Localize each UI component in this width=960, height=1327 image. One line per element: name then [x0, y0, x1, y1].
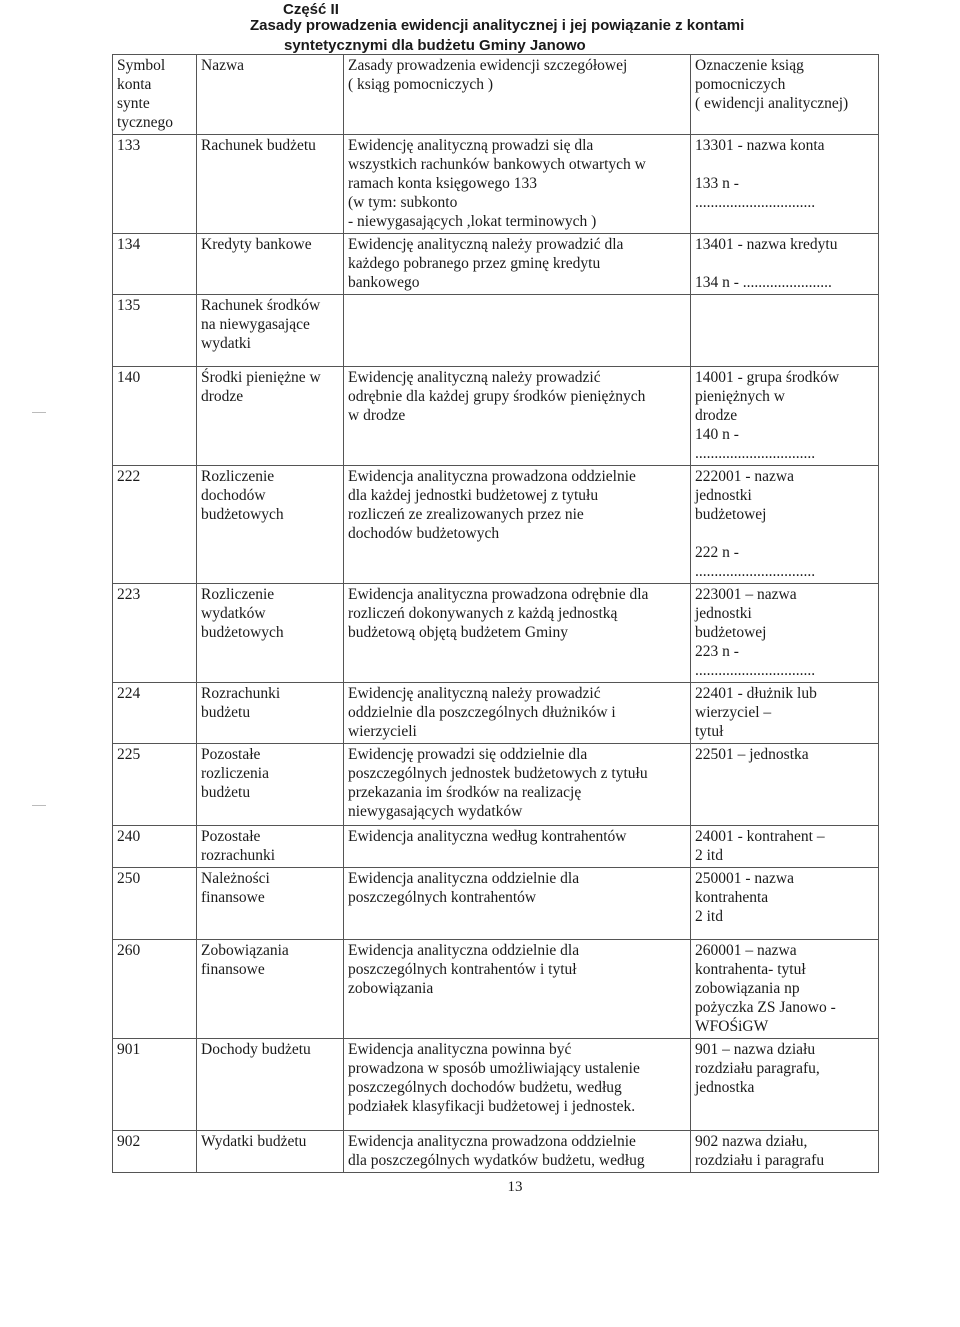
cell-name: Kredyty bankowe [197, 234, 344, 295]
table-row [113, 295, 879, 367]
cell-name: Pozostałe rozliczenia budżetu [197, 744, 344, 826]
cell-symbol: 901 [113, 1039, 197, 1131]
cell-books [691, 295, 879, 367]
cell-rules: Ewidencja analityczna prowadzona oddzielnie dla poszczególnych wydatków budżetu, według [344, 1131, 691, 1173]
cell-rules: Ewidencja analityczna oddzielnie dla poszczególnych kontrahentów i tytuł zobowiązania [344, 940, 691, 1039]
table-row [113, 826, 879, 868]
column-header-books: Oznaczenie ksiąg pomocniczych ( ewidencji analitycznej) [691, 55, 879, 135]
cell-name: Rozliczenie dochodów budżetowych [197, 466, 344, 584]
cell-books: 902 nazwa działu, rozdziału i paragrafu [691, 1131, 879, 1173]
cell-rules: Ewidencję prowadzi się oddzielnie dla poszczególnych jednostek budżetowych z tytułu przekazania im środków na realizację niewygasających wydatków [344, 744, 691, 826]
margin-mark [32, 805, 46, 806]
cell-symbol: 223 [113, 584, 197, 683]
cell-books: 22401 - dłużnik lub wierzyciel – tytuł [691, 683, 879, 744]
table-row [113, 1131, 879, 1173]
cell-rules: Ewidencję analityczną prowadzi się dla wszystkich rachunków bankowych otwartych w ramach konta księgowego 133 (w tym: subkonto - niewygasających ,lokat terminowych ) [344, 135, 691, 234]
analytical-records-table [112, 54, 879, 1173]
cell-rules: Ewidencję analityczną należy prowadzić oddzielnie dla poszczególnych dłużników i wierzycieli [344, 683, 691, 744]
cell-rules: Ewidencję analityczną należy prowadzić dla każdego pobranego przez gminę kredytu bankowego [344, 234, 691, 295]
page-number: 13 [507, 1179, 523, 1195]
cell-name: Środki pieniężne w drodze [197, 367, 344, 466]
table-row [113, 234, 879, 295]
cell-rules: Ewidencja analityczna prowadzona odrębnie dla rozliczeń dokonywanych z każdą jednostką budżetową objętą budżetem Gminy [344, 584, 691, 683]
cell-symbol: 140 [113, 367, 197, 466]
column-header-symbol: Symbol konta synte tycznego [113, 55, 197, 135]
cell-books: 250001 - nazwa kontrahenta 2 itd [691, 868, 879, 940]
cell-rules: Ewidencja analityczna prowadzona oddzielnie dla każdej jednostki budżetowej z tytułu rozliczeń ze zrealizowanych przez nie dochodów budżetowych [344, 466, 691, 584]
cell-books: 13301 - nazwa konta 133 n - ............................... [691, 135, 879, 234]
cell-books: 24001 - kontrahent – 2 itd [691, 826, 879, 868]
cell-name: Pozostałe rozrachunki [197, 826, 344, 868]
column-header-rules: Zasady prowadzenia ewidencji szczegółowej ( ksiąg pomocniczych ) [344, 55, 691, 135]
table-row [113, 367, 879, 466]
cell-symbol: 135 [113, 295, 197, 367]
cell-books: 260001 – nazwa kontrahenta- tytuł zobowiązania np pożyczka ZS Janowo - WFOŚiGW [691, 940, 879, 1039]
cell-rules: Ewidencja analityczna według kontrahentów [344, 826, 691, 868]
cell-rules: Ewidencja analityczna powinna być prowadzona w sposób umożliwiający ustalenie poszczególnych dochodów budżetu, według podziałek klasyfikacji budżetowej i jednostek. [344, 1039, 691, 1131]
cell-books: 22501 – jednostka [691, 744, 879, 826]
cell-books: 901 – nazwa działu rozdziału paragrafu, jednostka [691, 1039, 879, 1131]
cell-name: Rozrachunki budżetu [197, 683, 344, 744]
document-title-line1: Zasady prowadzenia ewidencji analitycznej i jej powiązanie z kontami [250, 17, 745, 34]
cell-books: 222001 - nazwa jednostki budżetowej 222 n - ............................... [691, 466, 879, 584]
cell-symbol: 134 [113, 234, 197, 295]
cell-books: 14001 - grupa środków pieniężnych w drodze 140 n - ............................... [691, 367, 879, 466]
cell-name: Zobowiązania finansowe [197, 940, 344, 1039]
cell-symbol: 224 [113, 683, 197, 744]
cell-symbol: 250 [113, 868, 197, 940]
table-row [113, 940, 879, 1039]
cell-books: 223001 – nazwa jednostki budżetowej 223 n - ............................... [691, 584, 879, 683]
cell-name: Wydatki budżetu [197, 1131, 344, 1173]
cell-rules: Ewidencję analityczną należy prowadzić odrębnie dla każdej grupy środków pieniężnych w drodze [344, 367, 691, 466]
cell-symbol: 260 [113, 940, 197, 1039]
cell-name: Dochody budżetu [197, 1039, 344, 1131]
cell-rules: Ewidencja analityczna oddzielnie dla poszczególnych kontrahentów [344, 868, 691, 940]
cell-symbol: 222 [113, 466, 197, 584]
cell-name: Należności finansowe [197, 868, 344, 940]
table-row [113, 868, 879, 940]
cell-symbol: 902 [113, 1131, 197, 1173]
part-heading: Część II [283, 1, 339, 18]
table-row [113, 744, 879, 826]
table-row [113, 584, 879, 683]
cell-name: Rachunek budżetu [197, 135, 344, 234]
cell-symbol: 133 [113, 135, 197, 234]
cell-name: Rachunek środków na niewygasające wydatki [197, 295, 344, 367]
document-title-line2: syntetycznymi dla budżetu Gminy Janowo [284, 37, 586, 54]
cell-name: Rozliczenie wydatków budżetowych [197, 584, 344, 683]
cell-symbol: 240 [113, 826, 197, 868]
cell-books: 13401 - nazwa kredytu 134 n - ....................... [691, 234, 879, 295]
table-row [113, 683, 879, 744]
table-row [113, 1039, 879, 1131]
column-header-name: Nazwa [197, 55, 344, 135]
table-header-row [113, 55, 879, 135]
cell-symbol: 225 [113, 744, 197, 826]
table-row [113, 135, 879, 234]
margin-mark [32, 412, 46, 413]
table-row [113, 466, 879, 584]
cell-rules [344, 295, 691, 367]
